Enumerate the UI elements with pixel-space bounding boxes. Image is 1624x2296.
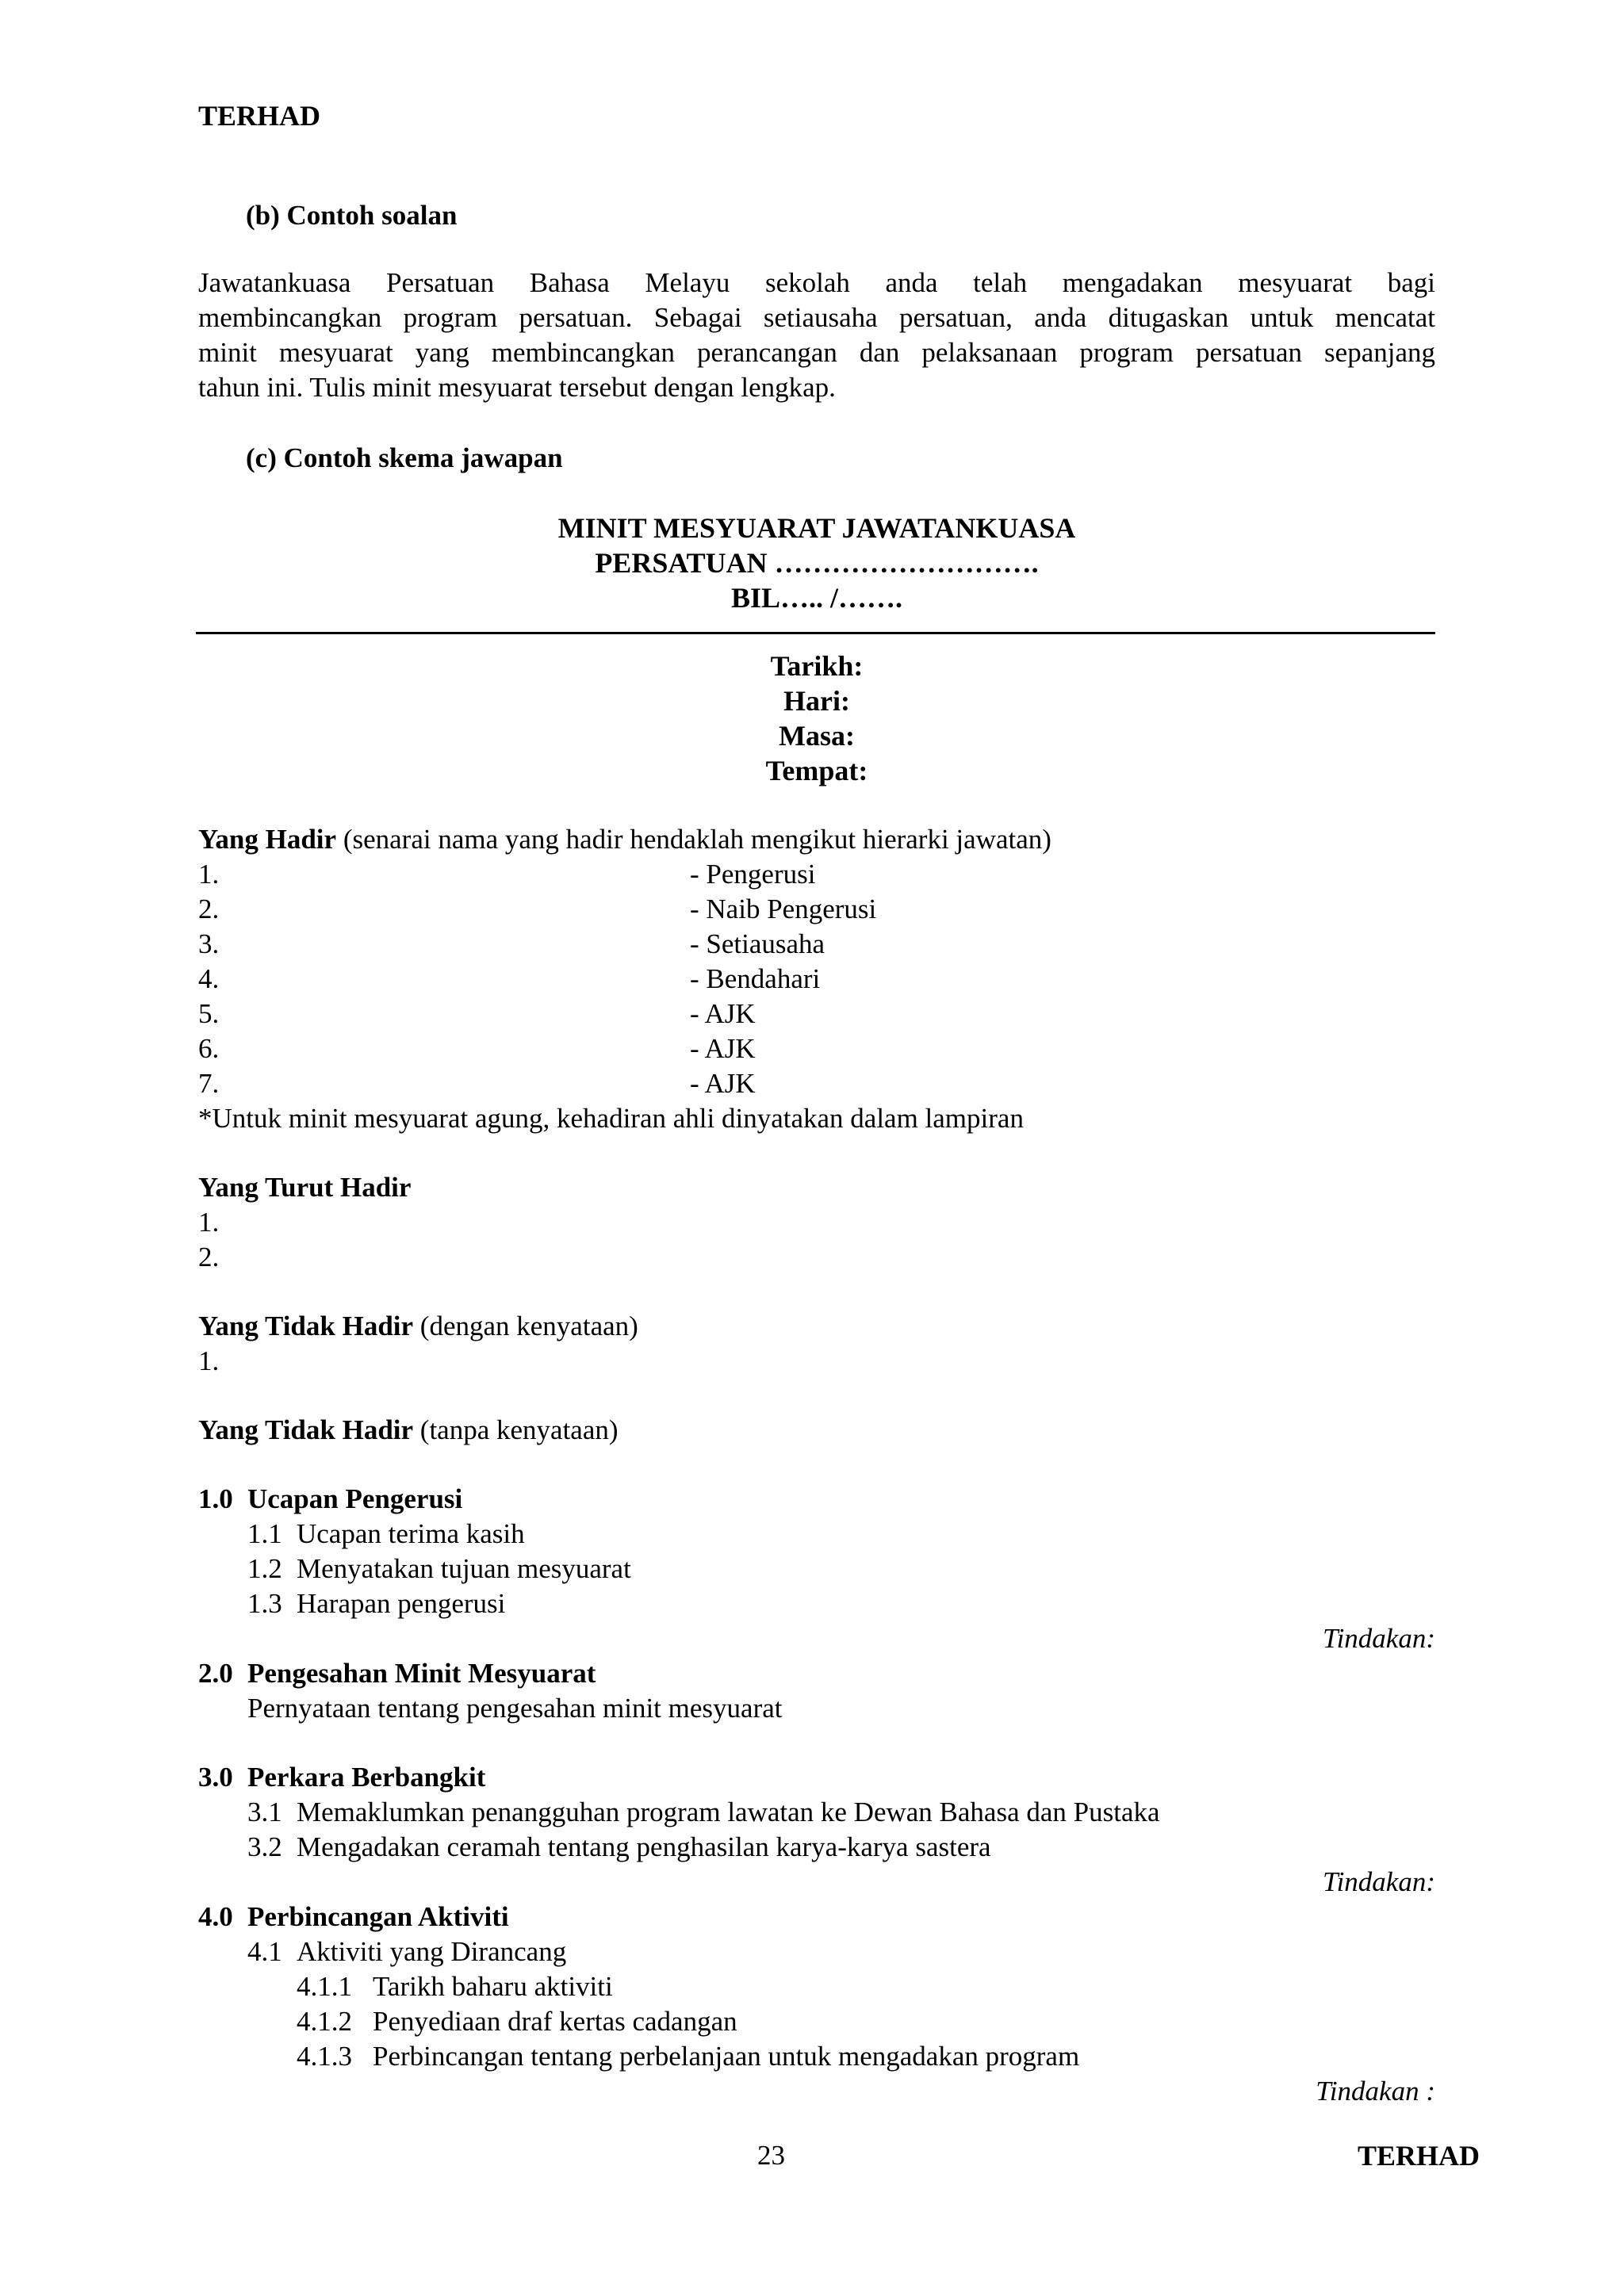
attendee-row	[198, 962, 821, 997]
meeting-date-label: Tarikh:	[770, 650, 864, 682]
question-line: minit mesyuarat yang membincangkan perancangan dan pelaksanaan program persatuan sepanjang	[198, 337, 1435, 368]
absent-without-reason-heading: Yang Tidak Hadir	[198, 1414, 414, 1445]
attendee-row	[198, 857, 816, 892]
attendee-number: 1.	[198, 859, 220, 890]
item-number: 4.1	[247, 1936, 282, 1967]
agenda-1-item	[247, 1552, 631, 1586]
agenda-4-heading	[198, 1900, 509, 1934]
absent-with-reason-heading-line	[198, 1309, 638, 1344]
agenda-4-subitem	[297, 1969, 613, 2004]
item-number: 1.1	[247, 1518, 282, 1549]
item-text: Mengadakan ceramah tentang penghasilan karya-karya sastera	[297, 1831, 991, 1862]
meeting-place-label: Tempat:	[765, 755, 868, 786]
minutes-title-line1: MINIT MESYUARAT JAWATANKUASA	[557, 512, 1076, 544]
attendee-role: - Pengerusi	[690, 859, 816, 890]
item-number: 3.1	[247, 1797, 282, 1827]
attendees-note: (senarai nama yang hadir hendaklah mengikut hierarki jawatan)	[336, 824, 1051, 855]
item-number: 4.1.1	[297, 1971, 352, 2002]
agenda-3-item	[247, 1830, 991, 1865]
attendee-role: - Naib Pengerusi	[690, 894, 877, 924]
agenda-4-subitem	[297, 2004, 737, 2039]
agenda-title: Perbincangan Aktiviti	[247, 1901, 509, 1932]
absent-with-reason-note: (dengan kenyataan)	[413, 1311, 638, 1341]
attendee-number: 5.	[198, 998, 220, 1029]
item-text: Ucapan terima kasih	[297, 1518, 525, 1549]
absent-with-reason-heading: Yang Tidak Hadir	[198, 1311, 414, 1341]
agenda-title: Pengesahan Minit Mesyuarat	[247, 1658, 596, 1689]
agenda-number: 4.0	[198, 1901, 233, 1932]
attendee-row	[198, 1031, 756, 1066]
attendee-row	[198, 997, 756, 1031]
question-paragraph	[198, 266, 1435, 405]
item-text: Tarikh baharu aktiviti	[373, 1971, 613, 2002]
item-text: Harapan pengerusi	[297, 1588, 506, 1619]
agenda-3-action: Tindakan:	[1323, 1866, 1435, 1897]
attendee-role: - Bendahari	[690, 963, 821, 994]
agenda-4-subitem	[297, 2039, 1079, 2074]
agenda-number: 1.0	[198, 1483, 233, 1514]
absent-with-reason-item: 1.	[198, 1345, 220, 1376]
page-number: 23	[757, 2140, 785, 2171]
item-number: 4.1.2	[297, 2006, 352, 2037]
agenda-title: Ucapan Pengerusi	[247, 1483, 463, 1514]
agenda-title: Perkara Berbangkit	[247, 1762, 486, 1793]
item-text: Menyatakan tujuan mesyuarat	[297, 1553, 631, 1584]
agenda-1-action: Tindakan:	[1323, 1623, 1435, 1654]
question-line: tahun ini. Tulis minit mesyuarat tersebut dengan lengkap.	[198, 372, 836, 403]
agenda-1-item	[247, 1517, 525, 1552]
also-present-item: 1.	[198, 1207, 220, 1238]
also-present-heading: Yang Turut Hadir	[198, 1172, 412, 1203]
meeting-day-label: Hari:	[783, 685, 850, 717]
attendee-role: - AJK	[690, 1068, 756, 1099]
agenda-2-text: Pernyataan tentang pengesahan minit mesyuarat	[247, 1693, 783, 1724]
attendees-heading-line	[198, 822, 1051, 857]
item-text: Penyediaan draf kertas cadangan	[373, 2006, 737, 2037]
attendee-row	[198, 927, 825, 962]
attendee-number: 3.	[198, 928, 220, 959]
absent-without-reason-note: (tanpa kenyataan)	[413, 1414, 619, 1445]
agenda-2-heading	[198, 1656, 596, 1691]
attendee-row	[198, 892, 877, 927]
agenda-4-action: Tindakan :	[1316, 2076, 1435, 2107]
attendee-number: 6.	[198, 1033, 220, 1064]
attendance-footnote: *Untuk minit mesyuarat agung, kehadiran ahli dinyatakan dalam lampiran	[198, 1103, 1024, 1134]
question-line: Jawatankuasa Persatuan Bahasa Melayu sekolah anda telah mengadakan mesyuarat bagi	[198, 267, 1435, 298]
attendees-heading: Yang Hadir	[198, 824, 337, 855]
item-number: 1.2	[247, 1553, 282, 1584]
classification-footer: TERHAD	[1357, 2140, 1480, 2172]
attendee-role: - AJK	[690, 998, 756, 1029]
attendee-number: 4.	[198, 963, 220, 994]
section-b-heading: (b) Contoh soalan	[246, 200, 458, 231]
agenda-1-item	[247, 1586, 505, 1621]
minutes-title-line2: PERSATUAN ……………………….	[595, 547, 1039, 579]
minutes-title-line3: BIL….. /…….	[730, 582, 903, 614]
item-text: Memaklumkan penangguhan program lawatan ke Dewan Bahasa dan Pustaka	[297, 1797, 1160, 1827]
also-present-item: 2.	[198, 1242, 220, 1272]
item-text: Perbincangan tentang perbelanjaan untuk mengadakan program	[373, 2041, 1080, 2072]
item-number: 3.2	[247, 1831, 282, 1862]
section-c-heading: (c) Contoh skema jawapan	[246, 442, 563, 473]
agenda-3-heading	[198, 1760, 485, 1795]
absent-without-reason-heading-line	[198, 1413, 619, 1448]
attendee-number: 7.	[198, 1068, 220, 1099]
title-rule	[196, 632, 1435, 634]
question-line: membincangkan program persatuan. Sebagai setiausaha persatuan, anda ditugaskan untuk mencatat	[198, 302, 1435, 333]
agenda-number: 2.0	[198, 1658, 233, 1689]
agenda-3-item	[247, 1795, 1160, 1830]
attendee-row	[198, 1066, 756, 1101]
item-number: 1.3	[247, 1588, 282, 1619]
agenda-1-heading	[198, 1482, 462, 1517]
item-number: 4.1.3	[297, 2041, 352, 2072]
meeting-time-label: Masa:	[779, 720, 855, 752]
classification-header: TERHAD	[198, 100, 321, 132]
item-text: Aktiviti yang Dirancang	[297, 1936, 567, 1967]
attendee-role: - AJK	[690, 1033, 756, 1064]
agenda-number: 3.0	[198, 1762, 233, 1793]
agenda-4-sub	[247, 1934, 566, 1969]
attendee-number: 2.	[198, 894, 220, 924]
attendee-role: - Setiausaha	[690, 928, 825, 959]
